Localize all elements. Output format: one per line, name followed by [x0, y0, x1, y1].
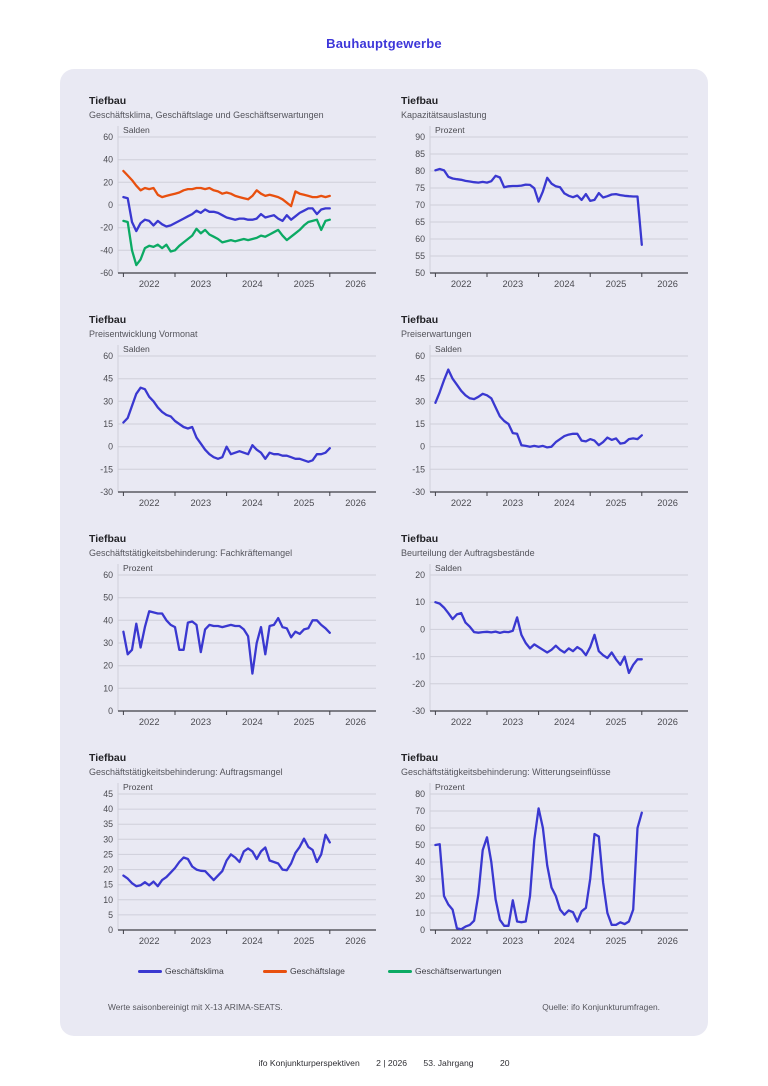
y-tick-label: 80: [415, 166, 425, 176]
series-line-Geschäftsklima: [123, 197, 329, 231]
series-line-Preisentwicklung Vormonat: [123, 388, 329, 462]
chart-subtitle: Kapazitätsauslastung: [401, 110, 487, 120]
chart-grid: [88, 95, 680, 950]
y-tick-label: 20: [415, 570, 425, 580]
footer-issue: 2 | 2026: [376, 1058, 408, 1068]
legend-label: Geschäftserwartungen: [415, 966, 502, 976]
x-tick-label: 2026: [657, 936, 678, 946]
page-footer: [0, 1058, 768, 1068]
chart-block: [88, 752, 388, 950]
y-tick-label: 25: [103, 849, 113, 860]
x-tick-label: 2022: [138, 498, 160, 508]
chart-plot: [88, 342, 388, 512]
y-tick-label: 30: [103, 834, 113, 845]
chart-canvas: [88, 123, 388, 293]
chart-subtitle: Geschäftstätigkeitsbehinderung: Witterungseinflüsse: [401, 767, 611, 777]
chart-canvas: [88, 342, 388, 512]
chart-block: [400, 752, 700, 950]
y-tick-label: 0: [108, 200, 113, 210]
y-tick-label: 50: [415, 268, 425, 278]
y-tick-label: 30: [103, 396, 113, 407]
chart-block: [88, 533, 388, 731]
y-tick-label: 0: [108, 441, 113, 452]
series-line-Kapazitätsauslastung: [435, 169, 641, 245]
chart-title: Tiefbau: [401, 95, 439, 107]
x-tick-label: 2024: [554, 279, 575, 289]
y-tick-label: 70: [415, 200, 425, 210]
series-line-Geschäftstätigkeitsbehinderung: Witterungseinflüsse: [435, 808, 641, 929]
legend-line-swatch: [388, 970, 412, 973]
x-tick-label: 2025: [293, 279, 315, 289]
footnote-seasonal-adjustment: Werte saisonbereinigt mit X-13 ARIMA-SEATS.: [108, 1002, 283, 1012]
chart-canvas: [400, 123, 700, 293]
y-tick-label: 90: [415, 132, 425, 142]
y-tick-label: 20: [415, 891, 425, 901]
y-tick-label: 20: [103, 660, 113, 671]
x-tick-label: 2024: [554, 936, 575, 946]
y-tick-label: 0: [420, 441, 425, 452]
y-tick-label: 40: [415, 857, 425, 867]
y-tick-label: 50: [103, 592, 113, 603]
y-tick-label: 0: [420, 925, 425, 935]
chart-canvas: [400, 780, 700, 950]
x-tick-label: 2023: [502, 279, 524, 289]
y-tick-label: 80: [415, 789, 425, 799]
chart-plot: [400, 561, 700, 731]
y-tick-label: -15: [100, 464, 113, 475]
y-tick-label: -10: [412, 651, 425, 662]
x-tick-label: 2023: [190, 936, 212, 946]
y-tick-label: -30: [100, 487, 113, 497]
chart-subtitle: Geschäftsklima, Geschäftslage und Geschäftserwartungen: [89, 110, 324, 120]
y-tick-label: 30: [103, 638, 113, 648]
chart-subtitle: Preiserwartungen: [401, 329, 472, 339]
chart-title: Tiefbau: [401, 533, 439, 545]
y-tick-label: -30: [412, 706, 425, 716]
x-tick-label: 2023: [190, 279, 212, 289]
x-tick-label: 2026: [345, 936, 366, 946]
x-tick-label: 2026: [345, 279, 366, 289]
x-tick-label: 2025: [605, 936, 627, 946]
chart-canvas: [88, 780, 388, 950]
y-tick-label: 40: [103, 154, 113, 165]
legend-item-geschaeftsklima: [138, 966, 263, 976]
footer-page-number: 20: [499, 1058, 510, 1068]
x-tick-label: 2025: [605, 717, 627, 727]
y-tick-label: 65: [415, 217, 425, 227]
legend-item-geschaeftserwartungen: [388, 966, 501, 976]
chart-plot: [400, 342, 700, 512]
chart-subtitle: Geschäftstätigkeitsbehinderung: Auftragsmangel: [89, 767, 283, 777]
y-tick-label: 35: [103, 819, 113, 830]
x-tick-label: 2024: [554, 498, 575, 508]
y-tick-label: 85: [415, 149, 425, 159]
y-tick-label: -40: [100, 245, 113, 256]
x-tick-label: 2022: [138, 717, 160, 727]
y-tick-label: 15: [103, 879, 113, 890]
x-tick-label: 2024: [242, 498, 263, 508]
x-tick-label: 2024: [242, 717, 263, 727]
y-tick-label: 10: [415, 908, 425, 918]
axis-unit-label: Prozent: [435, 782, 465, 792]
y-tick-label: 5: [108, 909, 113, 920]
y-tick-label: 0: [420, 624, 425, 635]
y-tick-label: 15: [103, 419, 113, 429]
x-tick-label: 2026: [657, 717, 678, 727]
x-tick-label: 2026: [345, 498, 366, 508]
x-tick-label: 2025: [605, 279, 627, 289]
chart-title: Tiefbau: [89, 533, 127, 545]
legend-item-geschaeftslage: [263, 966, 388, 976]
y-tick-label: -15: [412, 464, 425, 475]
y-tick-label: -30: [412, 487, 425, 497]
chart-plot: [88, 780, 388, 950]
axis-unit-label: Prozent: [123, 782, 153, 792]
chart-subtitle: Geschäftstätigkeitsbehinderung: Fachkräftemangel: [89, 548, 293, 558]
y-tick-label: 45: [103, 373, 113, 384]
y-tick-label: 45: [103, 789, 113, 799]
x-tick-label: 2023: [502, 936, 524, 946]
legend-label: Geschäftsklima: [165, 966, 224, 976]
chart-block: [88, 95, 388, 293]
series-line-Beurteilung der Auftragsbestände: [435, 602, 641, 673]
chart-title: Tiefbau: [89, 314, 127, 326]
x-tick-label: 2022: [138, 279, 160, 289]
chart-title: Tiefbau: [89, 752, 127, 764]
footnote-source: Quelle: ifo Konjunkturumfragen.: [542, 1002, 660, 1012]
series-line-Geschäftstätigkeitsbehinderung: Auftragsmangel: [123, 835, 329, 886]
x-tick-label: 2024: [554, 717, 575, 727]
chart-plot: [88, 123, 388, 293]
x-tick-label: 2024: [242, 279, 263, 289]
chart-title: Tiefbau: [401, 314, 439, 326]
y-tick-label: 60: [415, 823, 425, 833]
y-tick-label: -60: [100, 268, 113, 278]
x-tick-label: 2022: [138, 936, 160, 946]
chart-plot: [88, 561, 388, 731]
chart-plot: [400, 123, 700, 293]
legend-label: Geschäftslage: [290, 966, 345, 976]
x-tick-label: 2023: [502, 717, 524, 727]
axis-unit-label: Salden: [435, 344, 462, 354]
x-tick-label: 2023: [502, 498, 524, 508]
chart-title: Tiefbau: [401, 752, 439, 764]
y-tick-label: -20: [100, 222, 113, 233]
axis-unit-label: Salden: [123, 344, 150, 354]
axis-unit-label: Salden: [435, 563, 462, 573]
y-tick-label: 40: [103, 615, 113, 626]
x-tick-label: 2025: [293, 936, 315, 946]
x-tick-label: 2025: [293, 717, 315, 727]
y-tick-label: 50: [415, 840, 425, 850]
footer-volume: 53. Jahrgang: [423, 1058, 474, 1068]
y-tick-label: 60: [415, 351, 425, 361]
y-tick-label: 75: [415, 183, 425, 193]
y-tick-label: 0: [108, 706, 113, 716]
y-tick-label: 40: [103, 804, 113, 815]
x-tick-label: 2022: [450, 498, 472, 508]
x-tick-label: 2026: [345, 717, 366, 727]
chart-block: [400, 95, 700, 293]
x-tick-label: 2022: [450, 279, 472, 289]
y-tick-label: 15: [415, 419, 425, 429]
y-tick-label: 60: [103, 351, 113, 361]
y-tick-label: 10: [103, 894, 113, 905]
legend-line-swatch: [263, 970, 287, 973]
y-tick-label: 30: [415, 874, 425, 884]
x-tick-label: 2022: [450, 936, 472, 946]
chart-card: [60, 69, 708, 1036]
chart-canvas: [88, 561, 388, 731]
x-tick-label: 2023: [190, 498, 212, 508]
y-tick-label: -20: [412, 678, 425, 689]
y-tick-label: 30: [415, 396, 425, 407]
x-tick-label: 2022: [450, 717, 472, 727]
chart-canvas: [400, 342, 700, 512]
x-tick-label: 2026: [657, 279, 678, 289]
chart-title: Tiefbau: [89, 95, 127, 107]
y-tick-label: 45: [415, 373, 425, 384]
series-line-Preiserwartungen: [435, 370, 641, 448]
y-tick-label: 10: [103, 683, 113, 694]
chart-canvas: [400, 561, 700, 731]
chart-block: [400, 314, 700, 512]
y-tick-label: 70: [415, 806, 425, 816]
x-tick-label: 2023: [190, 717, 212, 727]
y-tick-label: 60: [103, 132, 113, 142]
y-tick-label: 20: [103, 177, 113, 188]
footnotes: [88, 1002, 680, 1026]
series-line-Geschäftserwartungen: [123, 220, 329, 265]
y-tick-label: 0: [108, 925, 113, 935]
chart-plot: [400, 780, 700, 950]
legend: [138, 966, 680, 976]
footer-publication-name: ifo Konjunkturperspektiven: [258, 1058, 360, 1068]
x-tick-label: 2025: [293, 498, 315, 508]
y-tick-label: 20: [103, 864, 113, 875]
axis-unit-label: Salden: [123, 125, 150, 135]
chart-subtitle: Preisentwicklung Vormonat: [89, 329, 198, 339]
page-title: Bauhauptgewerbe: [326, 36, 442, 51]
chart-block: [400, 533, 700, 731]
x-tick-label: 2024: [242, 936, 263, 946]
chart-subtitle: Beurteilung der Auftragsbestände: [401, 548, 535, 558]
y-tick-label: 60: [103, 570, 113, 580]
y-tick-label: 55: [415, 251, 425, 261]
series-line-Geschäftslage: [123, 171, 329, 206]
x-tick-label: 2026: [657, 498, 678, 508]
axis-unit-label: Prozent: [123, 563, 153, 573]
x-tick-label: 2025: [605, 498, 627, 508]
y-tick-label: 10: [415, 597, 425, 608]
chart-block: [88, 314, 388, 512]
legend-line-swatch: [138, 970, 162, 973]
y-tick-label: 60: [415, 234, 425, 244]
axis-unit-label: Prozent: [435, 125, 465, 135]
